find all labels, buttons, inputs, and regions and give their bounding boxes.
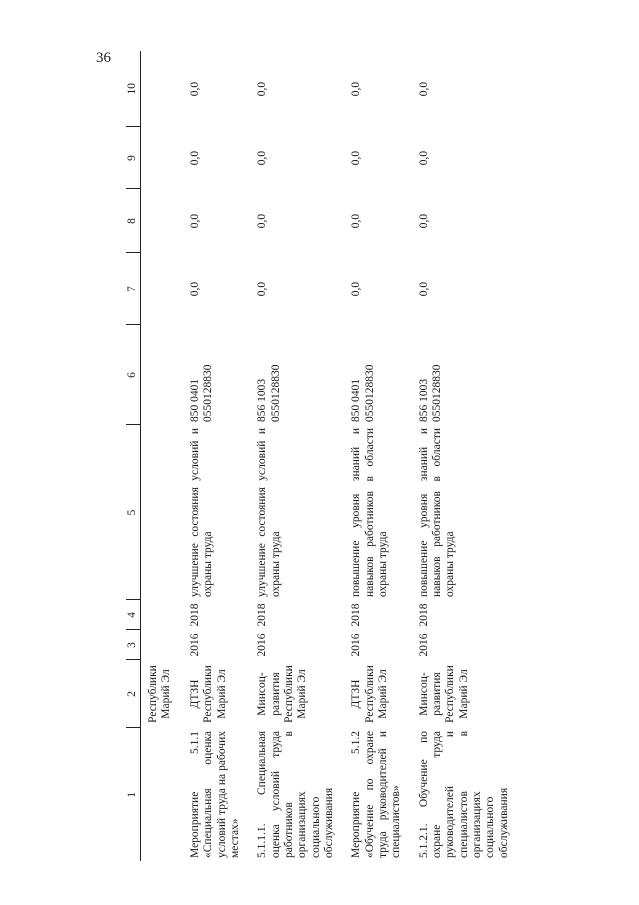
table-cell: [141, 253, 182, 325]
table-cell: [141, 630, 182, 660]
amount-cell: 0,0: [256, 150, 269, 166]
executor-cell: Минсоц-развития Республики Марий Эл: [256, 665, 309, 723]
executor-cell: ДТЗН Республики Марий Эл: [350, 665, 389, 723]
amount-cell: 0,0: [256, 281, 269, 297]
expected-result-cell: улучшение состояния условий и охраны труда: [256, 428, 282, 597]
end-year-cell: 2018: [350, 603, 363, 627]
amount-cell: 0,0: [350, 150, 363, 166]
column-header: 4: [126, 600, 141, 630]
executor-cell: Минсоц-развития Республики Марий Эл: [417, 665, 470, 723]
start-year-cell: 2016: [350, 633, 363, 657]
budget-code-cell: 856 1003 0550128830: [256, 364, 282, 422]
expected-result-cell: повышение уровня знаний и навыков работников в области охраны труда: [417, 428, 457, 597]
executor-cell: ДТЗН Республики Марий Эл: [189, 665, 228, 723]
amount-cell: 0,0: [350, 81, 363, 97]
end-year-cell: 2018: [256, 603, 269, 627]
column-header: 1: [126, 728, 141, 861]
amount-cell: 0,0: [417, 213, 430, 229]
column-header: 9: [126, 127, 141, 189]
table-row: [181, 51, 248, 861]
measure-name-cell: Мероприятие 5.1.2 «Обучение по охране труда руководителей и специалистов»: [350, 731, 403, 858]
amount-cell: 0,0: [256, 213, 269, 229]
table-cell: [141, 728, 182, 861]
column-number-header: [126, 51, 141, 861]
measure-name-cell: 5.1.1.1. Специальная оценка условий труда работников в организациях социального обслуживания: [256, 731, 335, 858]
start-year-cell: 2016: [189, 633, 201, 657]
amount-cell: 0,0: [350, 281, 363, 297]
column-header: 6: [126, 325, 141, 425]
table-cell: [141, 325, 182, 425]
amount-cell: 0,0: [189, 81, 201, 97]
amount-cell: 0,0: [256, 81, 269, 97]
amount-cell: 0,0: [189, 150, 201, 166]
amount-cell: 0,0: [417, 281, 430, 297]
column-header: 3: [126, 630, 141, 660]
page-number: 36: [96, 50, 111, 66]
budget-code-cell: 850 0401 0550128830: [189, 364, 215, 422]
column-header: 8: [126, 189, 141, 253]
rotated-table-sheet: [126, 51, 510, 861]
measure-name-cell: Мероприятие 5.1.1 «Специальная оценка условий труда на рабочих местах»: [189, 731, 241, 858]
table-cell: [141, 600, 182, 630]
table-row: [342, 51, 409, 861]
expected-result-cell: повышение уровня знаний и навыков работников в области охраны труда: [350, 428, 389, 597]
budget-code-cell: 856 1003 0550128830: [417, 364, 443, 422]
table-row: [410, 51, 517, 861]
amount-cell: 0,0: [350, 213, 363, 229]
end-year-cell: 2018: [189, 603, 201, 627]
table-cell: [141, 425, 182, 600]
start-year-cell: 2016: [417, 633, 430, 657]
table-row: [248, 51, 342, 861]
column-header: 7: [126, 253, 141, 325]
program-measures-table: [126, 51, 517, 861]
amount-cell: 0,0: [417, 150, 430, 166]
continued-executor-cell: Республики Марий Эл: [147, 665, 173, 723]
expected-result-cell: улучшение состояния условий и охраны труда: [189, 428, 215, 597]
column-header: 2: [126, 660, 141, 728]
amount-cell: 0,0: [189, 213, 201, 229]
amount-cell: 0,0: [189, 281, 201, 297]
table-cell: [141, 51, 182, 127]
measure-name-cell: 5.1.2.1. Обучение по охране труда руководителей и специалистов в организациях социального обслуживания: [417, 731, 510, 858]
start-year-cell: 2016: [256, 633, 269, 657]
table-cell: [141, 127, 182, 189]
continuation-row: [141, 51, 182, 861]
end-year-cell: 2018: [417, 603, 430, 627]
table-cell: [141, 189, 182, 253]
column-header: 10: [126, 51, 141, 127]
budget-code-cell: 850 0401 0550128830: [350, 364, 376, 422]
amount-cell: 0,0: [417, 81, 430, 97]
column-header: 5: [126, 425, 141, 600]
